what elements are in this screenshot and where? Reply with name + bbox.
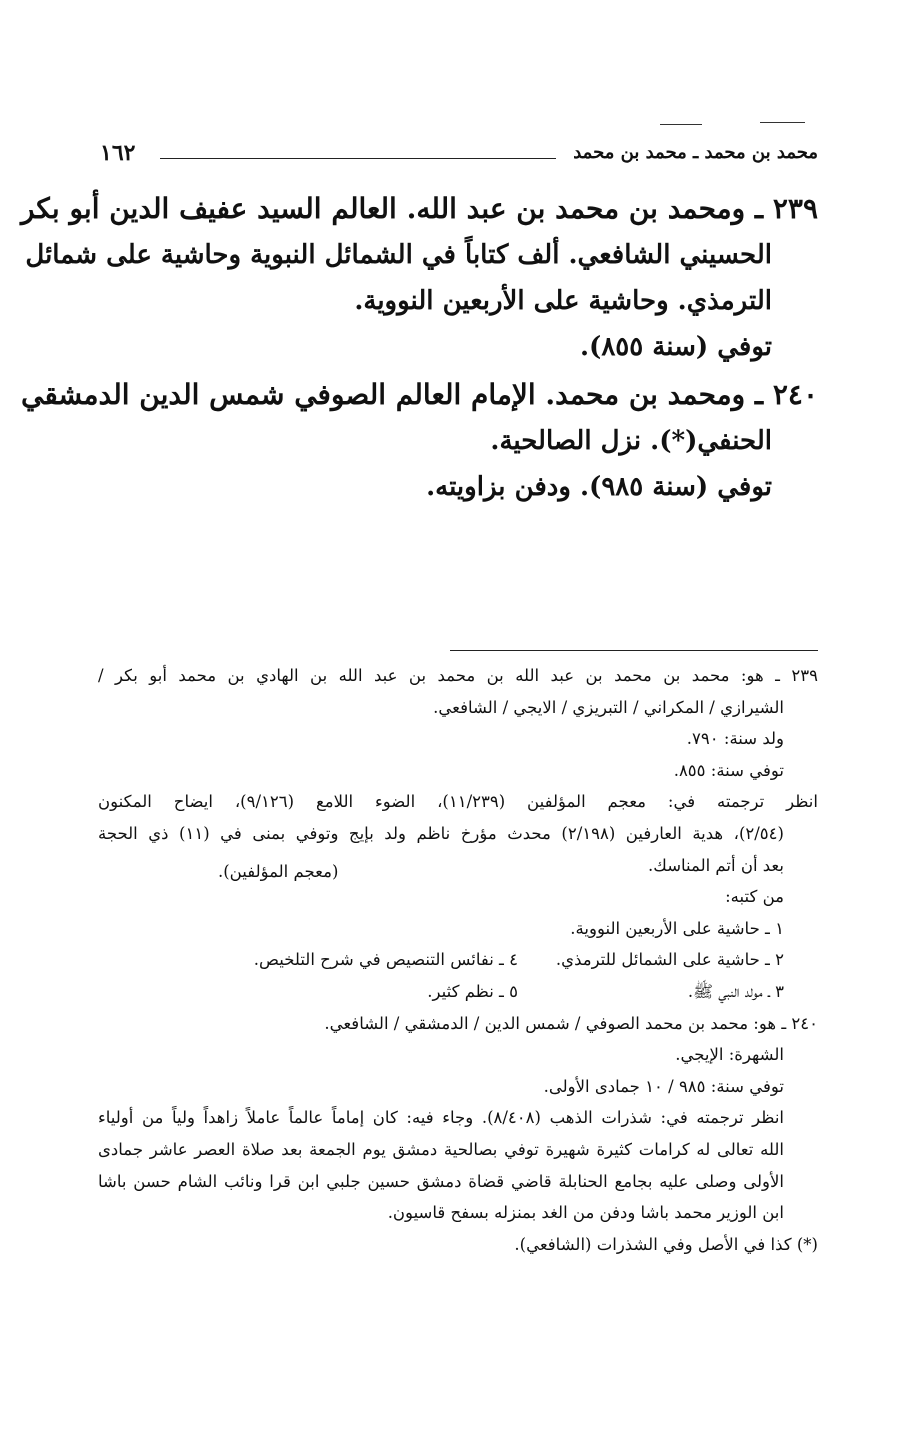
footnote-line: الله تعالى له كرامات كثيرة شهيرة توفي بصالحية دمشق يوم الجمعة بعد صلاة العصر عاشر جمادى bbox=[98, 1139, 784, 1159]
entry-239 bbox=[20, 186, 818, 370]
footnote-line: انظر ترجمته في: شذرات الذهب (٨/٤٠٨). وجاء فيه: كان إماماً عالماً عاملاً زاهداً ولياً من أولياء bbox=[98, 1108, 785, 1128]
books-heading: من كتبه: bbox=[725, 887, 784, 907]
page-header bbox=[100, 140, 818, 174]
footnote-line: الشهرة: الإيجي. bbox=[675, 1045, 784, 1065]
entry-line: توفي (سنة ٩٨٥). ودفن بزاويته. bbox=[426, 472, 772, 502]
footnote-line: ابن الوزير محمد باشا ودفن من الغد بمنزله بسفح قاسيون. bbox=[387, 1203, 784, 1223]
book-item: ٥ ـ نظم كثير. bbox=[427, 981, 518, 1001]
footnote-line: توفي سنة: ٨٥٥. bbox=[673, 760, 784, 780]
book-item: ١ ـ حاشية على الأربعين النووية. bbox=[570, 918, 784, 938]
footnotes bbox=[98, 660, 818, 1260]
header-rule bbox=[160, 158, 556, 159]
footnote-line: انظر ترجمته في: معجم المؤلفين (١١/٢٣٩)، الضوء اللامع (٩/١٢٦)، ايضاح المكنون bbox=[98, 792, 818, 812]
footnote-line: ٢٣٩ ـ هو: محمد بن محمد بن عبد الله بن محمد بن عبد الله بن الهادي بن محمد أبو بكر / bbox=[98, 666, 818, 685]
entry-240 bbox=[21, 372, 818, 510]
entry-line: توفي (سنة ٨٥٥). bbox=[579, 332, 772, 362]
source-note: (معجم المؤلفين). bbox=[218, 861, 339, 881]
footnote-line bbox=[98, 850, 818, 882]
entry-line: ٢٣٩ ـ ومحمد بن محمد بن عبد الله. العالم السيد عفيف الدين أبو بكر bbox=[20, 192, 818, 225]
decorative-dash bbox=[760, 122, 805, 123]
entry-line: الترمذي. وحاشية على الأربعين النووية. bbox=[354, 286, 772, 316]
footnote-text: بعد أن أتم المناسك. bbox=[648, 855, 784, 875]
footnote-line: توفي سنة: ٩٨٥ / ١٠ جمادى الأولى. bbox=[543, 1076, 784, 1096]
page-number: ١٦٢ bbox=[100, 140, 136, 166]
book-row bbox=[98, 976, 818, 1008]
decorative-dash bbox=[660, 124, 702, 125]
footnote-line: ولد سنة: ٧٩٠. bbox=[686, 729, 784, 749]
running-head: محمد بن محمد ـ محمد بن محمد bbox=[573, 142, 818, 163]
book-item: ٣ ـ مولد النبي ﷺ. bbox=[687, 981, 784, 1001]
entry-line: الحسيني الشافعي. ألف كتاباً في الشمائل النبوية وحاشية على شمائل bbox=[25, 240, 772, 270]
footnote-line: الأولى وصلى عليه بجامع الحنابلة قاضي قضاة دمشق حسين جلبي ابن قرا ونائب الشام حسن باشا bbox=[98, 1171, 784, 1191]
book-item: ٢ ـ حاشية على الشمائل للترمذي. bbox=[555, 950, 784, 970]
footnote-separator bbox=[450, 650, 818, 651]
entry-line: الحنفي(*). نزل الصالحية. bbox=[490, 426, 772, 456]
asterisk-note: (*) كذا في الأصل وفي الشذرات (الشافعي). bbox=[514, 1234, 818, 1254]
footnote-line: ٢٤٠ ـ هو: محمد بن محمد الصوفي / شمس الدين / الدمشقي / الشافعي. bbox=[324, 1013, 818, 1033]
entry-line: ٢٤٠ ـ ومحمد بن محمد. الإمام العالم الصوفي شمس الدين الدمشقي bbox=[21, 378, 818, 411]
book-item: ٤ ـ نفائس التنصيص في شرح التلخيص. bbox=[253, 950, 518, 970]
book-row bbox=[98, 944, 818, 976]
footnote-line: الشيرازي / المكراني / التبريزي / الايجي / الشافعي. bbox=[433, 697, 784, 717]
footnote-line: (٢/٥٤)، هدية العارفين (٢/١٩٨) محدث مؤرخ ناظم ولد بإيج وتوفي بمنى في (١١) ذي الحجة bbox=[98, 823, 784, 843]
